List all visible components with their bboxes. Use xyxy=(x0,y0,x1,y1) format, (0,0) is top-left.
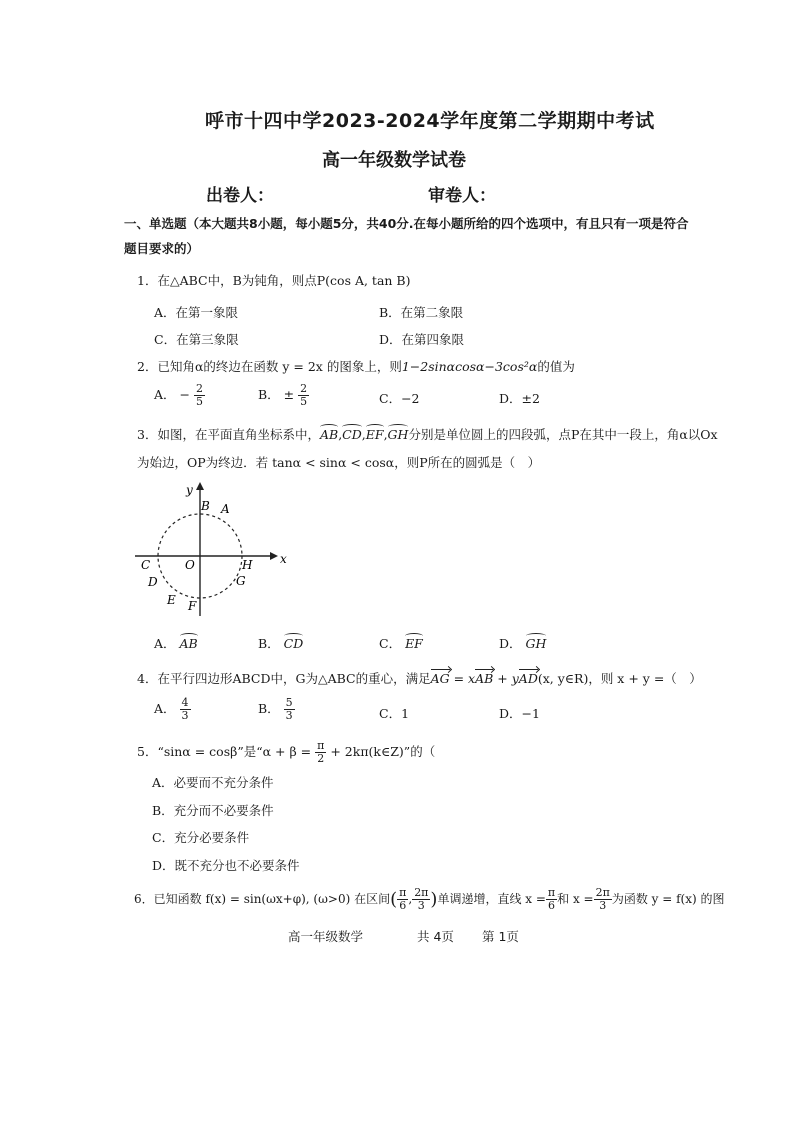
q6-interval-left xyxy=(397,887,408,912)
section-heading-line2: 题目要求的） xyxy=(124,241,200,256)
q3-option-c-label: C． xyxy=(379,636,402,651)
q3-line1: 3．如图，在平面直角坐标系中，AB,CD,EF,GH分别是单位圆上的四段弧，点P在其中一段上，角α以Ox xyxy=(137,424,718,443)
q2-stem-expr: 1−2sinαcosα−3cos²α xyxy=(401,359,538,374)
q1-option-b: B．在第二象限 xyxy=(379,305,464,320)
q2-option-c: C．−2 xyxy=(379,391,420,406)
q2-option-b-fraction xyxy=(298,383,309,408)
q2-option-a xyxy=(154,383,205,408)
label-h: H xyxy=(242,558,253,572)
q2-option-b-label: B． xyxy=(258,387,280,402)
q6-mid: 单调递增，直线 x = xyxy=(437,892,546,906)
label-f: F xyxy=(188,599,197,613)
label-a: A xyxy=(221,502,230,516)
label-b: B xyxy=(201,499,210,513)
q2-option-d: D．±2 xyxy=(499,391,540,406)
q4-option-a-den: 3 xyxy=(181,709,189,722)
q3-option-c-arc: EF xyxy=(405,633,423,651)
q6-x1-num: π xyxy=(547,886,556,899)
q4-option-a-label: A． xyxy=(154,701,176,716)
q3-arc-ef: EF xyxy=(366,424,384,442)
q6-int-left-den: 6 xyxy=(399,899,407,912)
q3-line2: 为始边，OP为终边．若 tanα < sinα < cosα，则P所在的圆弧是（ ） xyxy=(137,455,541,470)
q3-line1-prefix: 3．如图，在平面直角坐标系中， xyxy=(137,427,320,442)
q4-stem xyxy=(137,668,702,687)
q5-option-b: B．充分而不必要条件 xyxy=(152,803,274,818)
q6-int-left-num: π xyxy=(399,886,407,899)
q3-option-a xyxy=(154,633,198,652)
x-axis xyxy=(135,552,278,560)
q6-int-right-num: 2π xyxy=(414,886,429,899)
q1-stem: 1．在△ABC中，B为钝角，则点P(cos A, tan B) xyxy=(137,273,411,288)
q3-option-d xyxy=(499,633,546,652)
reviewer-label: 审卷人： xyxy=(428,186,496,206)
q3-option-b-arc: CD xyxy=(284,633,304,651)
q5-frac-num: π xyxy=(317,739,325,752)
label-origin: O xyxy=(185,558,195,572)
q4-option-a xyxy=(154,697,191,722)
q2-option-b-num: 2 xyxy=(300,382,308,395)
q1-option-d: D．在第四象限 xyxy=(379,332,465,347)
q3-option-a-label: A． xyxy=(154,636,176,651)
q4-stem-suffix: (x, y∈R)，则 x + y =（ ） xyxy=(537,671,702,686)
label-g: G xyxy=(236,574,246,588)
q4-option-a-fraction xyxy=(180,697,191,722)
q5-stem xyxy=(137,740,435,765)
q6-x2-fraction xyxy=(594,887,612,912)
label-d: D xyxy=(148,575,158,589)
q4-option-c: C．1 xyxy=(379,706,410,721)
q1-option-c: C．在第三象限 xyxy=(154,332,239,347)
q2-stem-prefix: 2．已知角α的终边在函数 y = 2x 的图象上，则 xyxy=(137,359,402,374)
q5-stem-prefix: 5．“sinα = cosβ”是“α + β = xyxy=(137,744,316,759)
q2-stem-suffix: 的值为 xyxy=(537,359,575,374)
label-e: E xyxy=(167,593,176,607)
q3-arc-gh: GH xyxy=(388,424,409,442)
q6-stem-suffix: 为函数 y = f(x) 的图 xyxy=(611,892,725,906)
q5-frac-den: 2 xyxy=(317,752,325,765)
q6-x1-fraction xyxy=(546,887,557,912)
q3-arc-cd: CD xyxy=(342,424,362,442)
q5-fraction xyxy=(315,740,326,765)
q2-option-a-fraction xyxy=(194,383,205,408)
q3-option-d-arc: GH xyxy=(526,633,547,651)
footer-total-pages: 共 4页 xyxy=(417,929,454,944)
q2-option-b-den: 5 xyxy=(300,395,308,408)
q2-option-b xyxy=(258,383,309,408)
label-y: y xyxy=(186,483,193,497)
q6-int-right-den: 3 xyxy=(417,899,425,912)
q4-vector-ad: AD xyxy=(519,668,538,686)
q1-option-a: A．在第一象限 xyxy=(154,305,239,320)
exam-subtitle: 高一年级数学试卷 xyxy=(322,150,466,171)
q3-line1-suffix: 分别是单位圆上的四段弧，点P在其中一段上，角α以Ox xyxy=(408,427,718,442)
q4-option-d: D．−1 xyxy=(499,706,540,721)
q6-paren-left: ( xyxy=(390,889,398,910)
q2-option-b-sign: ± xyxy=(283,387,295,402)
q4-option-a-num: 4 xyxy=(181,696,189,709)
q2-option-a-label: A． xyxy=(154,387,176,402)
q4-option-b xyxy=(258,697,295,722)
q3-option-b xyxy=(258,633,303,652)
q5-stem-suffix: + 2kπ(k∈Z)”的（ xyxy=(326,744,436,759)
q6-x1-den: 6 xyxy=(548,899,556,912)
q4-vector-ag: AG xyxy=(431,668,450,686)
footer-page-number: 第 1页 xyxy=(482,929,519,944)
q4-option-b-label: B． xyxy=(258,701,280,716)
q4-stem-prefix: 4．在平行四边形ABCD中，G为△ABC的重心，满足 xyxy=(137,671,431,686)
exam-title: 呼市十四中学2023-2024学年度第二学期期中考试 xyxy=(205,110,655,132)
q5-option-a: A．必要而不充分条件 xyxy=(152,775,274,790)
q6-stem-prefix: 6．已知函数 f(x) = sin(ωx+φ), (ω>0) 在区间 xyxy=(134,892,391,906)
q4-option-b-num: 5 xyxy=(285,696,293,709)
q2-option-a-num: 2 xyxy=(195,382,203,395)
author-label: 出卷人： xyxy=(206,186,274,206)
q3-option-c xyxy=(379,633,423,652)
section-heading-line1: 一、单选题（本大题共8小题，每小题5分，共40分.在每小题所给的四个选项中，有且只有一项是符合 xyxy=(124,216,689,231)
q4-option-b-den: 3 xyxy=(285,709,293,722)
q3-option-d-label: D． xyxy=(499,636,522,651)
q6-x2-den: 3 xyxy=(599,899,607,912)
q4-plus: + y xyxy=(493,671,519,686)
q4-eq: = x xyxy=(449,671,476,686)
unit-circle-figure xyxy=(130,478,290,618)
q4-option-b-fraction xyxy=(284,697,295,722)
q5-option-d: D．既不充分也不必要条件 xyxy=(152,858,300,873)
label-c: C xyxy=(141,558,151,572)
q5-option-c: C．充分必要条件 xyxy=(152,830,250,845)
q6-and: 和 x = xyxy=(557,892,594,906)
q3-option-a-arc: AB xyxy=(180,633,198,651)
q3-option-b-label: B． xyxy=(258,636,280,651)
label-x: x xyxy=(280,552,287,566)
q2-option-a-sign: − xyxy=(179,387,190,402)
q6-interval-right xyxy=(412,887,430,912)
footer-subject: 高一年级数学 xyxy=(288,929,364,944)
q6-paren-right: ) xyxy=(430,889,438,910)
q6-x2-num: 2π xyxy=(595,886,610,899)
q2-option-a-den: 5 xyxy=(195,395,203,408)
q6-stem: 6．已知函数 f(x) = sin(ωx+φ), (ω>0) 在区间( $\frac{\pi}{6}$ , $\frac{2\pi}{3}$ )单调递增，直线 x = $\frac{\pi}{6}$ 和 x = $\frac{2\pi}{3}$ 为函数 y = f(x) 的图 xyxy=(134,886,725,912)
q4-vector-ab: AB xyxy=(475,668,493,686)
q2-stem xyxy=(137,357,575,375)
q3-arc-ab: AB xyxy=(320,424,338,442)
